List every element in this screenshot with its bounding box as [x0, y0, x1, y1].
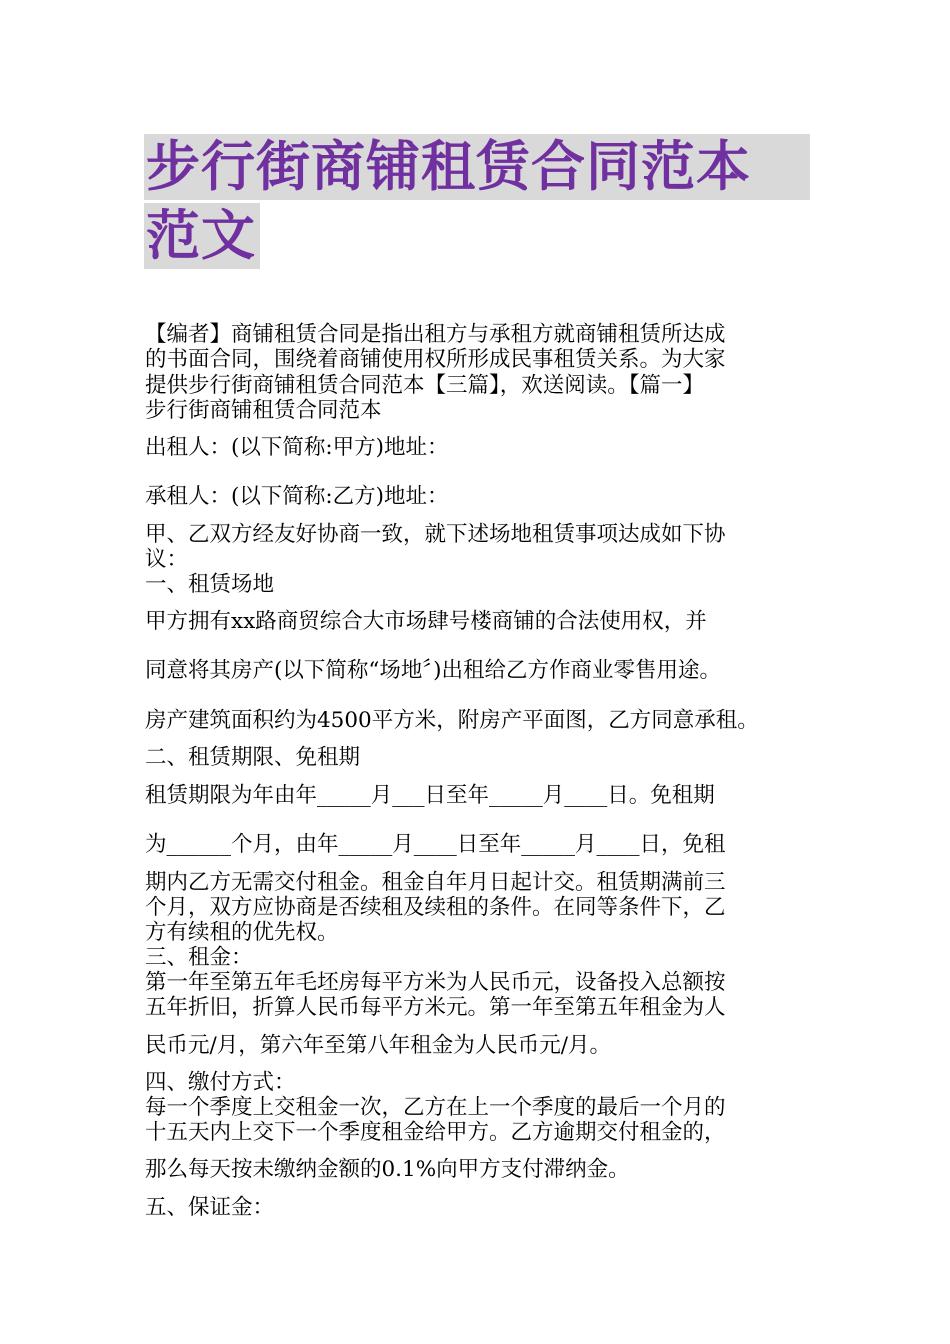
- paragraph-line: 四、缴付方式：: [145, 1070, 296, 1095]
- paragraph-line: 十五天内上交下一个季度租金给甲方。乙方逾期交付租金的，: [145, 1120, 726, 1145]
- paragraph-line: 那么每天按未缴纳金额的0.1%向甲方支付滞纳金。: [145, 1157, 630, 1182]
- paragraph-line: 甲方拥有xx路商贸综合大市场肆号楼商铺的合法使用权，并: [145, 609, 707, 634]
- paragraph-line: 出租人：(以下简称:甲方)地址：: [145, 435, 449, 460]
- paragraph-line: 房产建筑面积约为4500平方米，附房产平面图，乙方同意承租。: [145, 708, 759, 733]
- paragraph-line: 提供步行街商铺租赁合同范本【三篇】，欢送阅读。【篇一】: [145, 373, 705, 398]
- paragraph-line: 承租人：(以下简称:乙方)地址：: [145, 484, 449, 509]
- paragraph-line: 一、租赁场地: [145, 572, 275, 597]
- paragraph-line: 为______个月，由年_____月____日至年_____月____日，免租: [145, 832, 726, 857]
- paragraph-line: 甲、乙双方经友好协商一致，就下述场地租赁事项达成如下协: [145, 522, 726, 547]
- paragraph-line: 每一个季度上交租金一次，乙方在上一个季度的最后一个月的: [145, 1095, 726, 1120]
- paragraph-line: 议：: [145, 547, 189, 572]
- paragraph-line: 同意将其房产(以下简称“场地〞)出租给乙方作商业零售用途。: [145, 658, 722, 683]
- paragraph-line: 步行街商铺租赁合同范本: [145, 398, 382, 423]
- paragraph-line: 五、保证金：: [145, 1195, 275, 1220]
- document-title-line-1: 步行街商铺租赁合同范本: [144, 134, 810, 200]
- paragraph-line: 民币元/月，第六年至第八年租金为人民币元/月。: [145, 1033, 611, 1058]
- document-title-line-2: 范文: [144, 203, 260, 269]
- paragraph-line: 期内乙方无需交付租金。租金自年月日起计交。租赁期满前三: [145, 870, 726, 895]
- paragraph-line: 的书面合同，围绕着商铺使用权所形成民事租赁关系。为大家: [145, 347, 726, 372]
- paragraph-line: 二、租赁期限、免租期: [145, 745, 361, 770]
- paragraph-line: 方有续租的优先权。: [145, 920, 339, 945]
- paragraph-line: 三、租金：: [145, 945, 253, 970]
- paragraph-line: 租赁期限为年由年_____月___日至年_____月____日。免租期: [145, 783, 715, 808]
- paragraph-line: 个月，双方应协商是否续租及续租的条件。在同等条件下，乙: [145, 895, 726, 920]
- paragraph-line: 五年折旧，折算人民币每平方米元。第一年至第五年租金为人: [145, 995, 726, 1020]
- paragraph-line: 【编者】商铺租赁合同是指出租方与承租方就商铺租赁所达成: [145, 322, 726, 347]
- paragraph-line: 第一年至第五年毛坯房每平方米为人民币元，设备投入总额按: [145, 970, 726, 995]
